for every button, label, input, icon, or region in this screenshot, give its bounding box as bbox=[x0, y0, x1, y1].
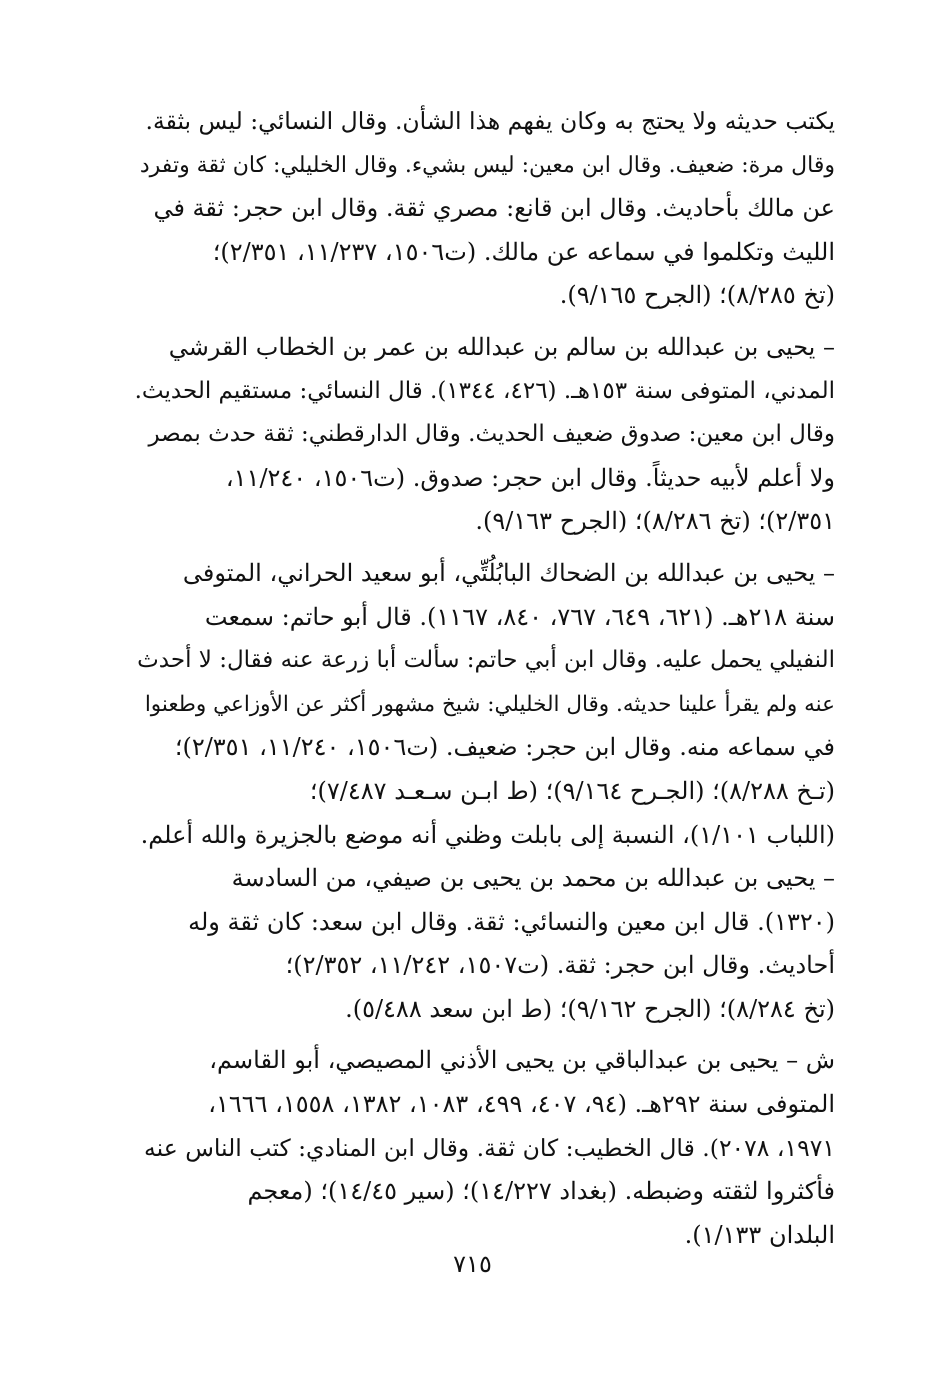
text-line: وقال مرة: ضعيف. وقال ابن معين: ليس بشيء. وقال الخليلي: كان ثقة وتفرد bbox=[139, 152, 835, 178]
paragraph-gap bbox=[135, 544, 835, 552]
biography-text bbox=[135, 100, 835, 1257]
text-line: المدني، المتوفى سنة ١٥٣هـ. (٤٢٦، ١٣٤٤). قال النسائي: مستقيم الحديث. bbox=[134, 377, 835, 404]
entry-heading-line: – يحيى بن عبدالله بن محمد بن يحيى بن صيفي، من السادسة bbox=[231, 864, 835, 893]
text-line: (١٣٢٠). قال ابن معين والنسائي: ثقة. وقال ابن سعد: كان ثقة وله bbox=[188, 907, 835, 936]
entry-heading-line: ش – يحيى بن عبدالباقي بن يحيى الأذني المصيصي، أبو القاسم، bbox=[209, 1046, 835, 1075]
text-line: (تـخ ٨/٢٨٨)؛ (الجـرح ٩/١٦٤)؛ (ط ابـن سـعـد ٧/٤٨٧)؛ bbox=[309, 776, 835, 805]
page-number: ٧١٥ bbox=[453, 1250, 492, 1278]
paragraph-gap bbox=[135, 318, 835, 326]
text-line: البلدان ١/١٣٣). bbox=[684, 1220, 835, 1249]
text-line: (تخ ٨/٢٨٥)؛ (الجرح ٩/١٦٥). bbox=[559, 281, 835, 310]
text-line: الليث وتكلموا في سماعه عن مالك. (ت١٥٠٦، ١١/٢٣٧، ٢/٣٥١)؛ bbox=[212, 237, 835, 266]
text-line: عن مالك بأحاديث. وقال ابن قانع: مصري ثقة. وقال ابن حجر: ثقة في bbox=[153, 194, 835, 223]
text-line: سنة ٢١٨هـ. (٦٢١، ٦٤٩، ٧٦٧، ٨٤٠، ١١٦٧). قال أبو حاتم: سمعت bbox=[204, 602, 835, 631]
text-line: في سماعه منه. وقال ابن حجر: ضعيف. (ت١٥٠٦، ١١/٢٤٠، ٢/٣٥١)؛ bbox=[174, 733, 835, 762]
text-line: ٢/٣٥١)؛ (تخ ٨/٢٨٦)؛ (الجرح ٩/١٦٣). bbox=[475, 507, 835, 536]
text-line: النفيلي يحمل عليه. وقال ابن أبي حاتم: سألت أبا زرعة عنه فقال: لا أحدث bbox=[137, 647, 835, 674]
text-line: وقال ابن معين: صدوق ضعيف الحديث. وقال الدارقطني: ثقة حدث بمصر bbox=[148, 421, 835, 448]
text-line: ١٩٧١، ٢٠٧٨). قال الخطيب: كان ثقة. وقال ابن المنادي: كتب الناس عنه bbox=[144, 1133, 835, 1162]
text-line: عنه ولم يقرأ علينا حديثه. وقال الخليلي: شيخ مشهور أكثر عن الأوزاعي وطعنوا bbox=[144, 691, 835, 717]
text-line: يكتب حديثه ولا يحتج به وكان يفهم هذا الشأن. وقال النسائي: ليس بثقة. bbox=[145, 107, 835, 135]
paragraph-gap bbox=[135, 1031, 835, 1039]
entry-heading-line: – يحيى بن عبدالله بن الضحاك البابُلُتِّي، أبو سعيد الحراني، المتوفى bbox=[182, 558, 835, 587]
text-line: (اللباب ١/١٠١)، النسبة إلى بابلت وظني أنه موضع بالجزيرة والله أعلم. bbox=[140, 820, 835, 849]
text-line: (تخ ٨/٢٨٤)؛ (الجرح ٩/١٦٢)؛ (ط ابن سعد ٥/٤٨٨). bbox=[345, 994, 835, 1023]
text-line: فأكثروا لثقته وضبطه. (بغداد ١٤/٢٢٧)؛ (سير ١٤/٤٥)؛ (معجم bbox=[247, 1177, 835, 1206]
text-line: ولا أعلم لأبيه حديثاً. وقال ابن حجر: صدوق. (ت١٥٠٦، ١١/٢٤٠، bbox=[225, 463, 835, 492]
text-line: أحاديث. وقال ابن حجر: ثقة. (ت١٥٠٧، ١١/٢٤٢، ٢/٣٥٢)؛ bbox=[285, 951, 835, 980]
entry-heading-line: – يحيى بن عبدالله بن سالم بن عبدالله بن عمر بن الخطاب القرشي bbox=[168, 332, 835, 361]
text-line: المتوفى سنة ٢٩٢هـ. (٩٤، ٤٠٧، ٤٩٩، ١٠٨٣، ١٣٨٢، ١٥٥٨، ١٦٦٦، bbox=[208, 1090, 835, 1119]
